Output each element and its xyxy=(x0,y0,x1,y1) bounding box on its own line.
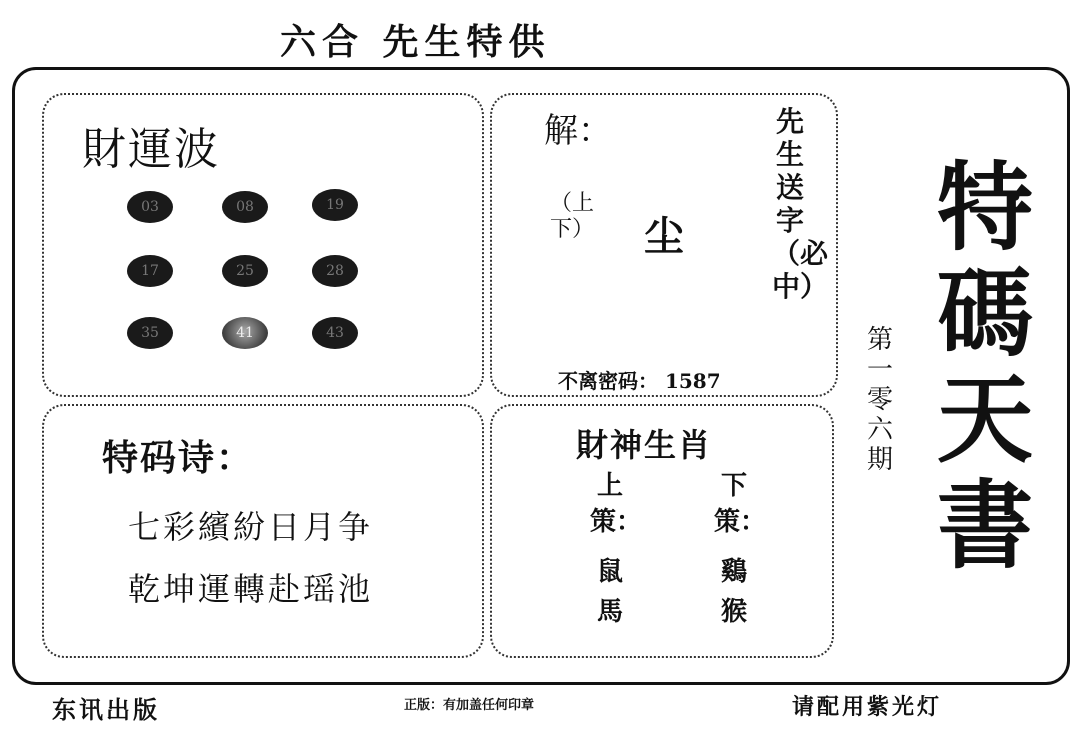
poem-line: 乾坤運轉赴瑶池 xyxy=(128,570,374,608)
number-ball: 25 xyxy=(222,255,268,287)
publisher-footer: 东讯出版 xyxy=(52,695,160,724)
riddle-position-hint: （上下） xyxy=(550,191,595,242)
uv-light-note: 请配用紫光灯 xyxy=(792,694,943,720)
number-ball: 43 xyxy=(312,317,358,349)
poem-title: 特码诗： xyxy=(102,437,255,479)
lower-strategy-column xyxy=(714,468,767,630)
authenticity-note: 正版：有加盖任何印章 xyxy=(404,698,535,713)
secret-code-line xyxy=(558,365,721,394)
number-ball: 03 xyxy=(127,191,173,223)
upper-strategy-label: 上策： xyxy=(590,471,643,537)
poem-line: 七彩繽紛日月争 xyxy=(128,508,374,546)
zodiac-panel xyxy=(490,404,834,658)
upper-strategy-column xyxy=(590,468,643,630)
riddle-label: 解： xyxy=(544,111,612,151)
header-title: 六合 先生特供 xyxy=(280,21,551,63)
big-title: 特碼天書 xyxy=(937,151,1033,582)
zodiac-animal: 馬 xyxy=(596,597,623,627)
zodiac-title: 財神生肖 xyxy=(576,426,713,464)
secret-code-label: 不离密码： xyxy=(558,369,658,393)
riddle-answer: 尘 xyxy=(644,213,684,260)
riddle-panel xyxy=(490,93,838,397)
number-ball: 28 xyxy=(312,255,358,287)
zodiac-animal: 猴 xyxy=(720,597,747,627)
zodiac-animal: 鷄 xyxy=(720,557,747,587)
issue-number: 第一零六期 xyxy=(866,325,893,475)
vertical-note: 先生送字（必中） xyxy=(772,105,829,303)
wave-panel-title: 財運波 xyxy=(82,124,220,175)
number-ball: 35 xyxy=(127,317,173,349)
zodiac-animal: 鼠 xyxy=(596,557,623,587)
secret-code-value: 1587 xyxy=(664,369,721,393)
number-ball: 19 xyxy=(312,189,358,221)
number-ball: 08 xyxy=(222,191,268,223)
number-ball: 17 xyxy=(127,255,173,287)
wave-panel xyxy=(42,93,484,397)
lower-strategy-label: 下策： xyxy=(714,471,767,537)
number-ball: 41 xyxy=(222,317,268,349)
poem-panel xyxy=(42,404,484,658)
